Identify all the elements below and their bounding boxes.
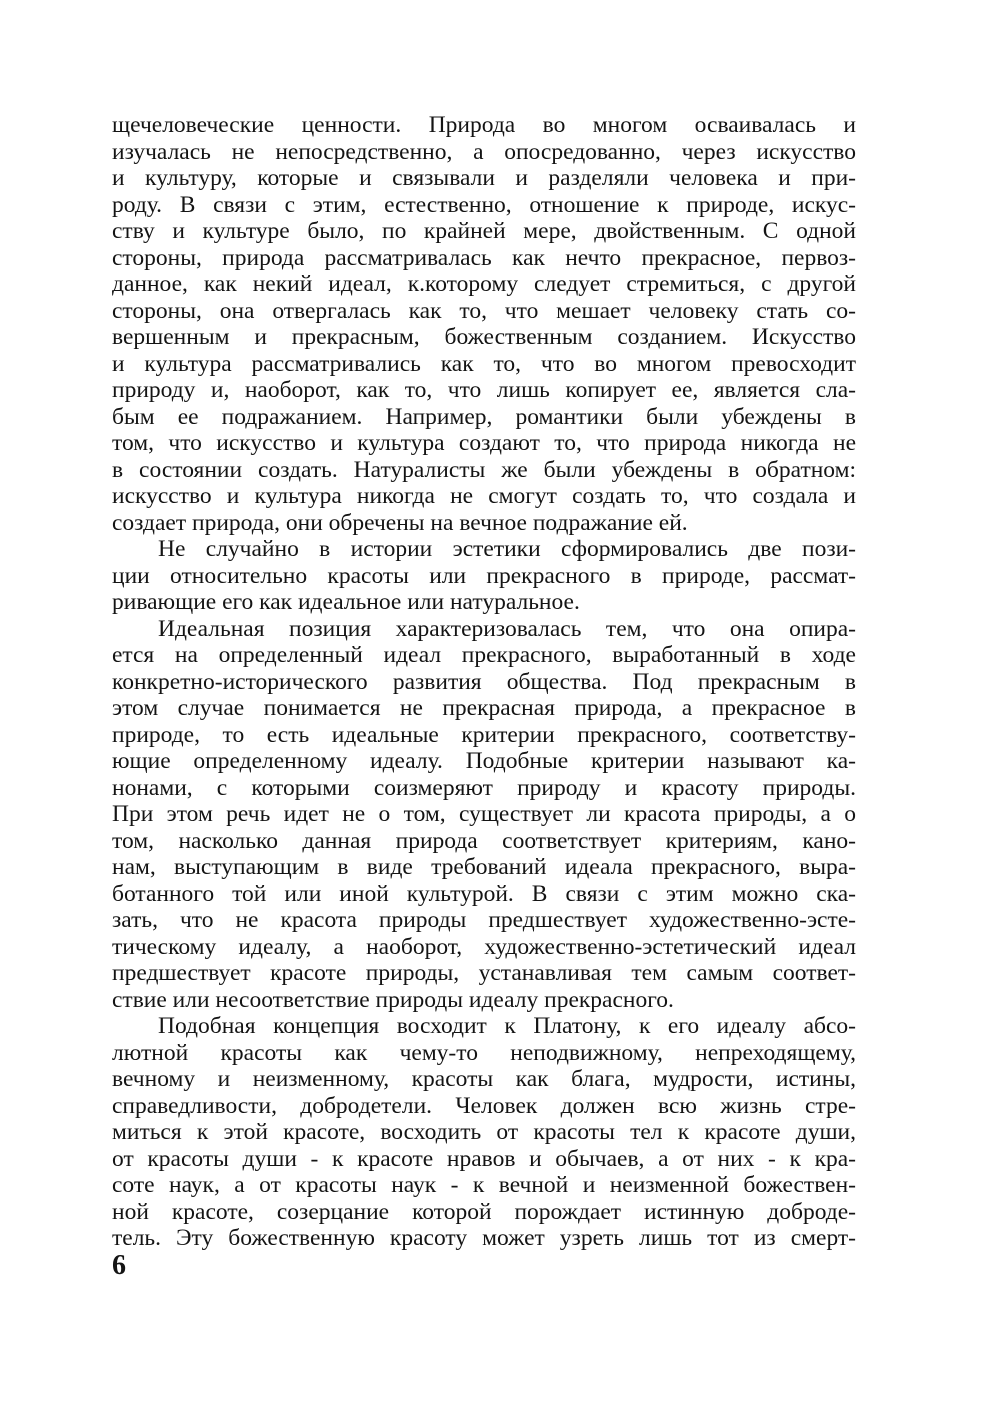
text-line: бым ее подражанием. Например, романтики были убеждены в <box>112 403 856 430</box>
text-line: конкретно-исторического развития общества. Под прекрасным в <box>112 668 856 695</box>
text-line: ривающие его как идеальное или натуральное. <box>112 589 580 615</box>
paragraph-start-line: Не случайно в истории эстетики сформировались две пози- <box>158 536 856 562</box>
text-line: стороны, она отвергалась как то, что мешает человеку стать со- <box>112 297 856 324</box>
text-line: ствие или несоответствие природы идеалу прекрасного. <box>112 986 674 1013</box>
text-line: ется на определенный идеал прекрасного, выработанный в ходе <box>112 642 856 668</box>
paragraph-start-line: Подобная концепция восходит к Платону, к его идеалу абсо- <box>158 1013 856 1039</box>
text-line: и культуру, которые и связывали и разделяли человека и при- <box>112 165 856 191</box>
text-line: нам, выступающим в виде требований идеала прекрасного, выра- <box>112 854 856 880</box>
text-line: ной красоте, созерцание которой порождает истинную доброде- <box>112 1198 856 1225</box>
text-line: том, насколько данная природа соответствует критериям, кано- <box>112 827 856 854</box>
text-line: создает природа, они обречены на вечное подражание ей. <box>112 509 688 536</box>
text-line: тель. Эту божественную красоту может узреть лишь тот из смерт- <box>112 1225 856 1251</box>
text-line: миться к этой красоте, восходить от красоты тел к красоте души, <box>112 1119 856 1145</box>
text-line: соте наук, а от красоты наук - к вечной и неизменной божествен- <box>112 1172 856 1198</box>
text-line: и культура рассматривались как то, что во многом превосходит <box>112 350 856 377</box>
text-line: вечному и неизменному, красоты как блага, мудрости, истины, <box>112 1066 856 1092</box>
text-line: ботанного той или иной культурой. В связи с этим можно ска- <box>112 880 856 907</box>
text-line: вершенным и прекрасным, божественным созданием. Искусство <box>112 324 856 350</box>
text-line: природу и, наоборот, как то, что лишь копирует ее, является сла- <box>112 377 856 403</box>
text-line: природе, то есть идеальные критерии прекрасного, соответству- <box>112 721 856 748</box>
text-line: этом случае понимается не прекрасная природа, а прекрасное в <box>112 695 856 721</box>
text-line: тическому идеалу, а наоборот, художественно-эстетический идеал <box>112 933 856 960</box>
text-line: предшествует красоте природы, устанавливая тем самым соответ- <box>112 960 856 986</box>
text-line: щечеловеческие ценности. Природа во многом осваивалась и <box>112 112 856 138</box>
text-line: в состоянии создать. Натуралисты же были убеждены в обратном: <box>112 456 856 483</box>
text-line: ющие определенному идеалу. Подобные критерии называют ка- <box>112 748 856 774</box>
text-line: ции относительно красоты или прекрасного в природе, рассмат- <box>112 562 856 589</box>
text-line: данное, как некий идеал, к.которому следует стремиться, с другой <box>112 271 856 297</box>
text-line: лютной красоты как чему-то неподвижному, непреходящему, <box>112 1039 856 1066</box>
text-line: ству и культуре было, по крайней мере, двойственным. С одной <box>112 218 856 244</box>
text-line: роду. В связи с этим, естественно, отношение к природе, искус- <box>112 191 856 218</box>
text-line: При этом речь идет не о том, существует ли красота природы, а о <box>112 801 856 827</box>
text-line: изучалась не непосредственно, а опосредованно, через искусство <box>112 138 856 165</box>
paragraph-start-line: Идеальная позиция характеризовалась тем, что она опира- <box>158 615 856 642</box>
text-line: справедливости, добродетели. Человек должен всю жизнь стре- <box>112 1092 856 1119</box>
text-line: от красоты души - к красоте нравов и обычаев, а от них - к кра- <box>112 1145 856 1172</box>
text-line: стороны, природа рассматривалась как нечто прекрасное, первоз- <box>112 244 856 271</box>
page-number: 6 <box>112 1250 126 1281</box>
text-line: том, что искусство и культура создают то, что природа никогда не <box>112 430 856 456</box>
body-text <box>112 112 856 1252</box>
text-line: зать, что не красота природы предшествует художественно-эсте- <box>112 907 856 933</box>
text-line: нонами, с которыми соизмеряют природу и красоту природы. <box>112 774 856 801</box>
text-line: искусство и культура никогда не смогут создать то, что создала и <box>112 483 856 509</box>
